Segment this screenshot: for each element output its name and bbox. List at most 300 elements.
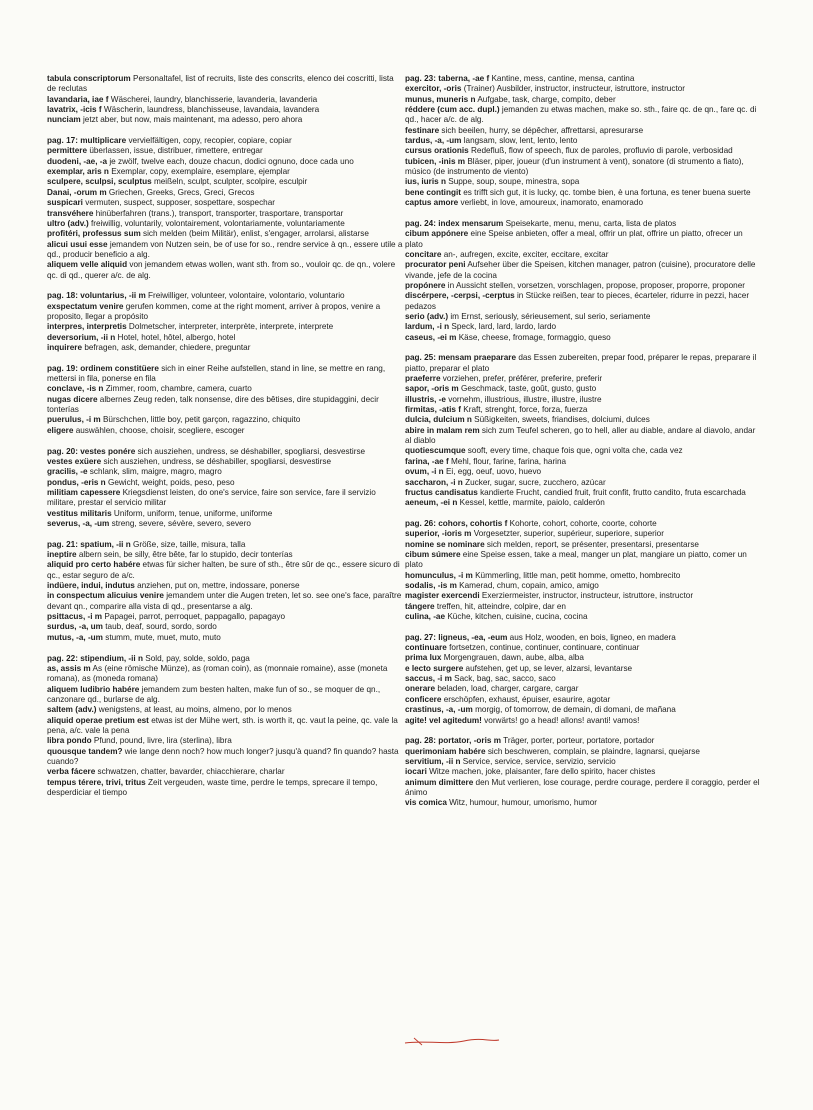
vocab-entry — [405, 550, 761, 571]
latin-term: aeneum, -ei n — [405, 498, 458, 508]
latin-term: exspectatum venire — [47, 301, 124, 311]
vocab-entry — [47, 364, 403, 385]
latin-term: quousque tandem? — [47, 746, 123, 756]
vocab-entry — [405, 612, 761, 622]
latin-term: pag. 19: ordinem constitüere — [47, 363, 159, 373]
translations: vermuten, suspect, supposer, sospettare, sospechar — [85, 198, 276, 208]
latin-term: saccus, -i m — [405, 674, 452, 684]
translations: albern sein, be silly, être bête, far lo stupido, decir tonterías — [78, 550, 293, 560]
latin-term: pag. 20: vestes ponére — [47, 446, 136, 456]
vocab-entry — [47, 302, 403, 323]
vocab-entry — [405, 446, 761, 456]
latin-term: as, assis m — [47, 663, 91, 673]
translations: Witze machen, joke, plaisanter, fare dello spirito, hacer chistes — [429, 767, 656, 777]
latin-term: vestitus militaris — [47, 508, 112, 518]
translations: vorziehen, prefer, préférer, preferire, preferir — [442, 374, 603, 384]
latin-term: discérpere, -cerpsi, -cerptus — [405, 291, 515, 301]
vocab-entry — [405, 695, 761, 705]
latin-term: continuare — [405, 643, 447, 653]
translations: kandierte Frucht, candied fruit, fruit confit, frutto candito, fruta escarchada — [480, 487, 746, 497]
translations: sich melden, report, se présenter, presentarsi, presentarse — [486, 539, 699, 549]
translations: Freiwilliger, volunteer, volontaire, volontario, voluntario — [148, 291, 345, 301]
latin-term: pag. 26: cohors, cohortis f — [405, 518, 508, 528]
vocab-entry — [47, 633, 403, 643]
vocab-entry — [405, 633, 761, 643]
latin-term: bene contingit — [405, 187, 461, 197]
translations: Speisekarte, menu, menu, carta, lista de platos — [505, 218, 677, 228]
translations: Hotel, hotel, hôtel, albergo, hotel — [117, 332, 236, 342]
vocab-entry — [47, 560, 403, 581]
translations: an-, aufregen, excite, exciter, eccitare, excitar — [443, 249, 609, 259]
vocab-entry — [405, 281, 761, 291]
vocab-entry — [47, 209, 403, 219]
vocab-entry — [405, 571, 761, 581]
translations: Bläser, piper, joueur (d'un instrument à vent), sonatore (di strumento a fiato), músico (de instrumento de viento) — [405, 156, 744, 177]
latin-term: captus amore — [405, 198, 459, 208]
translations: eine Speise essen, take a meal, manger un plat, mangiare un piatto, comer un plato — [405, 549, 747, 570]
vocab-entry — [405, 250, 761, 260]
latin-term: pag. 17: multiplicare — [47, 136, 127, 146]
latin-term: lavatrix, -icis f — [47, 105, 102, 115]
latin-term: verba fácere — [47, 767, 96, 777]
vocab-entry — [405, 467, 761, 477]
latin-term: psittacus, -i m — [47, 612, 103, 622]
translations: sich melden (beim Militär), enlist, s'engager, arrolarsi, alistarse — [143, 229, 369, 239]
translations: sich beschweren, complain, se plaindre, lagnarsi, quejarse — [487, 746, 700, 756]
vocab-entry — [405, 395, 761, 405]
vocab-entry — [47, 488, 403, 509]
latin-term: animum dimittere — [405, 777, 474, 787]
vocab-entry — [47, 415, 403, 425]
latin-term: pag. 24: index mensarum — [405, 218, 504, 228]
latin-term: pag. 21: spatium, -ii n — [47, 539, 131, 549]
vocab-entry — [47, 664, 403, 685]
vocab-entry — [405, 540, 761, 550]
translations: schlank, slim, maigre, magro, magro — [89, 467, 222, 477]
latin-term: homunculus, -i m — [405, 570, 473, 580]
translations: Exemplar, copy, exemplaire, esemplare, ejemplar — [111, 167, 290, 177]
latin-term: deversorium, -ii n — [47, 332, 116, 342]
latin-term: crastinus, -a, -um — [405, 705, 473, 715]
vocab-entry — [405, 95, 761, 105]
latin-term: superior, -ioris m — [405, 529, 472, 539]
latin-term: iocari — [405, 767, 427, 777]
translations: Zeit vergeuden, waste time, perdre le temps, sprecare il tempo, desperdiciar el tiempo — [47, 777, 378, 797]
vocab-entry — [47, 384, 403, 394]
latin-term: querimoniam habére — [405, 746, 486, 756]
translations: jetzt aber, but now, mais maintenant, ma adesso, pero ahora — [82, 115, 303, 125]
latin-term: mutus, -a, -um — [47, 632, 103, 642]
vocab-entry — [47, 685, 403, 706]
latin-term: munus, muneris n — [405, 94, 476, 104]
translations: Käse, cheese, fromage, formaggio, queso — [458, 332, 611, 342]
latin-term: illustris, -e — [405, 394, 446, 404]
translations: Witz, humour, humour, umorismo, humor — [449, 798, 598, 808]
translations: Geschmack, taste, goût, gusto, gusto — [460, 384, 597, 394]
latin-term: tángere — [405, 601, 435, 611]
latin-term: permittere — [47, 146, 88, 156]
vocab-entry — [405, 333, 761, 343]
translations: Aufseher über die Speisen, kitchen manager, patron (cuisine), procuratore delle vivande, jefe de la cocina — [405, 260, 756, 280]
translations: im Ernst, seriously, sérieusement, sul serio, seriamente — [450, 311, 651, 321]
vocab-entry — [405, 426, 761, 447]
vocab-entry — [405, 457, 761, 467]
translations: Kessel, kettle, marmite, paiolo, calderón — [459, 498, 605, 508]
latin-term: tardus, -a, -um — [405, 136, 462, 146]
translations: Größe, size, taille, misura, talla — [133, 539, 246, 549]
translations: Service, service, service, servizio, servicio — [462, 756, 616, 766]
vocab-entry — [47, 705, 403, 715]
vocab-entry — [405, 198, 761, 208]
translations: Sold, pay, solde, soldo, paga — [145, 653, 250, 663]
vocab-entry — [47, 478, 403, 488]
latin-term: eligere — [47, 425, 74, 435]
translations: vornehm, illustrious, illustre, illustre, ilustre — [448, 394, 602, 404]
vocab-entry — [47, 612, 403, 622]
latin-term: ineptire — [47, 550, 77, 560]
vocab-entry — [47, 115, 403, 125]
latin-term: surdus, -a, um — [47, 622, 103, 632]
latin-term: dulcia, dulcium n — [405, 415, 472, 425]
vocab-entry — [405, 674, 761, 684]
translations: Uniform, uniform, tenue, uniforme, uniforme — [113, 508, 273, 518]
latin-term: firmitas, -atis f — [405, 405, 461, 415]
translations: etwas ist der Mühe wert, sth. is worth it, qc. vaut la peine, qc. vale la pena, a/c. vale la pena — [47, 715, 398, 735]
latin-term: pag. 22: stipendium, -ii n — [47, 653, 143, 663]
vocab-entry — [47, 105, 403, 115]
latin-term: fructus candisatus — [405, 487, 478, 497]
translations: Aufgabe, task, charge, compito, deber — [477, 94, 616, 104]
vocab-block — [405, 736, 761, 808]
translations: je zwölf, twelve each, douze chacun, dodici ognuno, doce cada uno — [109, 156, 354, 166]
translations: anziehen, put on, mettre, indossare, ponerse — [137, 581, 300, 591]
latin-term: praeferre — [405, 374, 441, 384]
latin-term: sapor, -oris m — [405, 384, 459, 394]
translations: Kriegsdienst leisten, do one's service, faire son service, fare il servizio militare, prestar el servicio militar — [47, 487, 376, 508]
translations: Mehl, flour, farine, farina, harina — [450, 456, 567, 466]
translations: auswählen, choose, choisir, scegliere, escoger — [75, 425, 245, 435]
vocab-entry — [47, 550, 403, 560]
latin-term: pag. 28: portator, -oris m — [405, 736, 501, 746]
handwritten-underline-mark — [404, 1036, 500, 1046]
vocab-entry — [405, 146, 761, 156]
latin-term: ultro (adv.) — [47, 218, 89, 228]
translations: As (eine römische Münze), as (roman coin), as (monnaie romaine), asse (moneta romana), as (moneda romana) — [47, 663, 388, 684]
translations: befragen, ask, demander, chiedere, preguntar — [84, 343, 251, 353]
vocab-entry — [405, 353, 761, 374]
latin-term: festinare — [405, 125, 440, 135]
translations: Wäscherei, laundry, blanchisserie, lavanderia, lavanderia — [110, 94, 318, 104]
latin-term: inquirere — [47, 343, 83, 353]
translations: albernes Zeug reden, talk nonsense, dire des bêtises, dire stupidaggini, decir tonterías — [47, 394, 379, 415]
translations: streng, severe, sévère, severo, severo — [111, 518, 251, 528]
vocab-entry — [47, 467, 403, 477]
latin-term: tubicen, -inis m — [405, 156, 466, 166]
vocab-entry — [405, 322, 761, 332]
vocab-entry — [47, 395, 403, 416]
vocab-block — [47, 74, 403, 126]
vocab-entry — [47, 716, 403, 737]
vocab-entry — [47, 74, 403, 95]
vocab-block — [405, 519, 761, 622]
translations: fortsetzen, continue, continuer, continuare, continuar — [449, 643, 640, 653]
translations: jemanden zu etwas machen, make so. sth., faire qc. de qn., fare qc. di qd., hacer a/c. de alg. — [405, 105, 757, 125]
latin-term: procurator peni — [405, 260, 466, 270]
translations: den Mut verlieren, lose courage, perdre courage, perdere il coraggio, perder el ánimo — [405, 777, 760, 797]
vocab-block — [47, 447, 403, 530]
vocab-entry — [47, 622, 403, 632]
translations: Sack, bag, sac, sacco, saco — [454, 674, 556, 684]
translations: Dolmetscher, interpreter, interprète, interprete, interprete — [128, 322, 334, 332]
vocab-entry — [47, 167, 403, 177]
latin-term: vis comica — [405, 798, 447, 808]
translations: vervielfältigen, copy, recopier, copiare, copiar — [128, 136, 292, 146]
vocab-entry — [47, 426, 403, 436]
latin-term: profitéri, professus sum — [47, 229, 141, 239]
translations: von jemandem etwas wollen, want sth. from so., vouloir qc. de qn., volere qc. di qd., querer a/c. de alg. — [47, 260, 396, 280]
vocab-block — [405, 219, 761, 343]
latin-term: nugas dicere — [47, 394, 98, 404]
translations: Kraft, strenght, force, forza, fuerza — [463, 405, 588, 415]
translations: Träger, porter, porteur, portatore, portador — [503, 736, 655, 746]
vocab-entry — [47, 778, 403, 799]
latin-term: pag. 23: taberna, -ae f — [405, 74, 490, 83]
translations: etwas für sicher halten, be sure of sth., être sûr de qc., essere sicuro di qc., estar seguro de a/c. — [47, 560, 400, 580]
vocab-entry — [405, 643, 761, 653]
vocab-entry — [405, 767, 761, 777]
translations: Süßigkeiten, sweets, friandises, dolciumi, dulces — [474, 415, 650, 425]
vocab-entry — [405, 384, 761, 394]
latin-term: pag. 27: ligneus, -ea, -eum — [405, 632, 508, 642]
latin-term: aliquid pro certo habére — [47, 560, 141, 570]
vocab-block — [47, 136, 403, 281]
vocab-block — [47, 540, 403, 643]
vocab-entry — [405, 260, 761, 281]
latin-term: propónere — [405, 280, 446, 290]
vocab-entry — [405, 705, 761, 715]
left-column — [47, 74, 403, 809]
vocab-entry — [405, 602, 761, 612]
vocab-entry — [405, 736, 761, 746]
translations: gerufen kommen, come at the right moment, arriver à propos, venire a proposito, llegar a propósito — [47, 301, 381, 321]
translations: morgig, of tomorrow, de demain, di domani, de mañana — [475, 705, 676, 715]
latin-term: cibum appónere — [405, 229, 469, 239]
latin-term: aliquem velle aliquid — [47, 260, 128, 270]
translations: jemandem von Nutzen sein, be of use for so., rendre service à qn., essere utile a qd., producir beneficio a alg. — [47, 239, 403, 259]
latin-term: culina, -ae — [405, 612, 446, 622]
translations: verliebt, in love, amoureux, inamorato, enamorado — [460, 198, 644, 208]
latin-term: indüere, indui, indutus — [47, 581, 135, 591]
latin-term: e lecto surgere — [405, 663, 464, 673]
translations: in Aussicht stellen, vorsetzen, vorschlagen, propose, proposer, proporre, proponer — [447, 280, 745, 290]
latin-term: conficere — [405, 694, 442, 704]
vocab-entry — [47, 343, 403, 353]
vocab-entry — [405, 219, 761, 229]
translations: jemandem zum besten halten, make fun of so., se moquer de qn., canzonare qd., burlarse de alg. — [47, 684, 381, 704]
translations: Redefluß, flow of speech, flux de paroles, profluvio di parole, verbosidad — [470, 146, 733, 156]
latin-term: pag. 18: voluntarius, -ii m — [47, 291, 146, 301]
vocab-entry — [47, 457, 403, 467]
vocab-entry — [405, 405, 761, 415]
latin-term: abire in malam rem — [405, 425, 480, 435]
translations: Pfund, pound, livre, lira (sterlina), libra — [93, 736, 232, 746]
vocab-entry — [47, 654, 403, 664]
latin-term: vestes exüere — [47, 456, 102, 466]
latin-term: concitare — [405, 249, 442, 259]
latin-term: militiam capessere — [47, 487, 121, 497]
vocab-entry — [405, 126, 761, 136]
translations: Griechen, Greeks, Grecs, Greci, Grecos — [108, 187, 255, 197]
vocab-block — [405, 633, 761, 726]
vocab-block — [47, 364, 403, 436]
latin-term: magister exercendi — [405, 591, 480, 601]
latin-term: agite! vel agitedum! — [405, 715, 482, 725]
vocab-block — [405, 353, 761, 508]
right-column — [405, 74, 761, 819]
vocab-entry — [405, 716, 761, 726]
vocab-entry — [47, 260, 403, 281]
translations: das Essen zubereiten, prepar food, préparer le repas, preparare il piatto, preparar el plato — [405, 353, 757, 373]
vocab-entry — [47, 136, 403, 146]
vocab-entry — [47, 581, 403, 591]
vocab-entry — [405, 747, 761, 757]
translations: vorwärts! go a head! allons! avanti! vamos! — [484, 715, 640, 725]
vocab-entry — [405, 498, 761, 508]
vocab-block — [405, 74, 761, 208]
latin-term: saccharon, -i n — [405, 477, 463, 487]
translations: Vorgesetzter, superior, supérieur, superiore, superior — [473, 529, 664, 539]
vocab-entry — [47, 540, 403, 550]
vocab-entry — [405, 74, 761, 84]
vocab-entry — [47, 447, 403, 457]
translations: Bürschchen, little boy, petit garçon, ragazzino, chiquito — [102, 415, 301, 425]
vocab-entry — [405, 778, 761, 799]
latin-term: nomine se nominare — [405, 539, 485, 549]
latin-term: tabula conscriptorum — [47, 74, 131, 83]
latin-term: saltem (adv.) — [47, 705, 97, 715]
vocab-entry — [405, 798, 761, 808]
translations: (Trainer) Ausbilder, instructor, instructeur, istruttore, instructor — [463, 84, 686, 94]
translations: Kümmerling, little man, petit homme, ometto, hombrecito — [475, 570, 681, 580]
latin-term: in conspectum alicuius venire — [47, 591, 164, 601]
translations: hinüberfahren (trans.), transport, transporter, trasportare, transportar — [95, 208, 344, 218]
latin-term: interpres, interpretis — [47, 322, 127, 332]
vocab-entry — [405, 664, 761, 674]
latin-term: suspicari — [47, 198, 83, 208]
vocab-entry — [47, 736, 403, 746]
latin-term: lavandaria, iae f — [47, 94, 109, 104]
latin-term: conclave, -is n — [47, 384, 104, 394]
translations: aufstehen, get up, se lever, alzarsi, levantarse — [465, 663, 633, 673]
vocab-entry — [405, 105, 761, 126]
latin-term: alicui usui esse — [47, 239, 108, 249]
latin-term: severus, -a, -um — [47, 518, 110, 528]
latin-term: caseus, -ei m — [405, 332, 457, 342]
translations: Kohorte, cohort, cohorte, coorte, cohorte — [509, 518, 657, 528]
vocab-entry — [47, 333, 403, 343]
translations: Zimmer, room, chambre, camera, cuarto — [105, 384, 252, 394]
vocab-entry — [47, 767, 403, 777]
translations: treffen, hit, atteindre, colpire, dar en — [436, 601, 566, 611]
translations: langsam, slow, lent, lento, lento — [463, 136, 578, 146]
translations: meißeln, sculpt, sculpter, scolpire, esculpir — [153, 177, 308, 187]
vocab-entry — [47, 519, 403, 529]
latin-term: ovum, -i n — [405, 467, 444, 477]
latin-term: exemplar, aris n — [47, 167, 109, 177]
latin-term: exercitor, -oris — [405, 84, 462, 94]
vocab-entry — [405, 188, 761, 198]
vocab-entry — [405, 177, 761, 187]
vocab-entry — [405, 757, 761, 767]
vocab-entry — [47, 95, 403, 105]
latin-term: libra pondo — [47, 736, 92, 746]
translations: Speck, lard, lard, lardo, lardo — [451, 322, 557, 332]
vocab-entry — [405, 291, 761, 312]
vocab-entry — [405, 529, 761, 539]
translations: beladen, load, charger, cargare, cargar — [437, 684, 579, 694]
latin-term: aliquid operae pretium est — [47, 715, 149, 725]
vocab-entry — [47, 509, 403, 519]
latin-term: aliquem ludibrio habére — [47, 684, 140, 694]
translations: in Stücke reißen, tear to pieces, écarteler, ridurre in pezzi, hacer pedazos — [405, 291, 750, 311]
latin-term: duodeni, -ae, -a — [47, 156, 108, 166]
latin-term: pag. 25: mensam praeparare — [405, 353, 517, 363]
vocab-entry — [47, 198, 403, 208]
vocab-entry — [47, 229, 403, 239]
translations: Gewicht, weight, poids, peso, peso — [107, 477, 235, 487]
translations: Exerziermeister, instructor, instructeur, istruttore, instructor — [481, 591, 694, 601]
latin-term: Danai, -orum m — [47, 187, 107, 197]
translations: freiwillig, voluntarily, volontairement, volontariamente, voluntariamente — [90, 218, 345, 228]
latin-term: farina, -ae f — [405, 456, 449, 466]
translations: sooft, every time, chaque fois que, ogni volta che, cada vez — [467, 446, 683, 456]
translations: Küche, kitchen, cuisine, cucina, cocina — [447, 612, 588, 622]
vocab-block — [47, 654, 403, 799]
latin-term: cibum súmere — [405, 549, 461, 559]
translations: Wäscherin, laundress, blanchisseuse, lavandaia, lavandera — [103, 105, 320, 115]
translations: Papagei, parrot, perroquet, pappagallo, papagayo — [104, 612, 286, 622]
translations: sich ausziehen, undress, se déshabiller, spogliarsi, desvestirse — [103, 456, 332, 466]
latin-term: pondus, -eris n — [47, 477, 106, 487]
vocab-entry — [405, 653, 761, 663]
translations: wie lange denn noch? how much longer? jusqu'à quand? fin quando? hasta cuando? — [47, 746, 399, 766]
translations: sich zum Teufel scheren, go to hell, aller au diable, andare al diavolo, andar al diablo — [405, 425, 756, 446]
vocab-entry — [405, 519, 761, 529]
translations: aus Holz, wooden, en bois, ligneo, en madera — [509, 632, 676, 642]
vocab-entry — [47, 591, 403, 612]
translations: Suppe, soup, soupe, minestra, sopa — [448, 177, 580, 187]
vocab-entry — [405, 157, 761, 178]
translations: Kamerad, chum, copain, amico, amigo — [459, 580, 599, 590]
vocab-entry — [405, 684, 761, 694]
vocab-entry — [405, 84, 761, 94]
latin-term: tempus térere, trivi, tritus — [47, 777, 146, 787]
latin-term: prima lux — [405, 653, 442, 663]
vocab-entry — [405, 312, 761, 322]
translations: sich in einer Reihe aufstellen, stand in line, se mettre en rang, mettersi in fila, ponerse en fila — [47, 363, 386, 384]
translations: Personaltafel, list of recruits, liste des conscrits, elenco dei coscritti, lista de reclutas — [47, 74, 394, 94]
vocab-entry — [47, 188, 403, 198]
translations: schwatzen, chatter, bavarder, chiacchierare, charlar — [97, 767, 285, 777]
vocab-entry — [47, 146, 403, 156]
translations: überlassen, issue, distribuer, rimettere, entregar — [89, 146, 263, 156]
translations: sich ausziehen, undress, se déshabiller, spogliarsi, desvestirse — [137, 446, 366, 456]
translations: Ei, egg, oeuf, uovo, huevo — [445, 467, 542, 477]
vocab-entry — [405, 488, 761, 498]
translations: es trifft sich gut, it is lucky, qc. tombe bien, è una fortuna, es tener buena suerte — [463, 187, 751, 197]
vocab-entry — [47, 219, 403, 229]
vocab-entry — [405, 374, 761, 384]
